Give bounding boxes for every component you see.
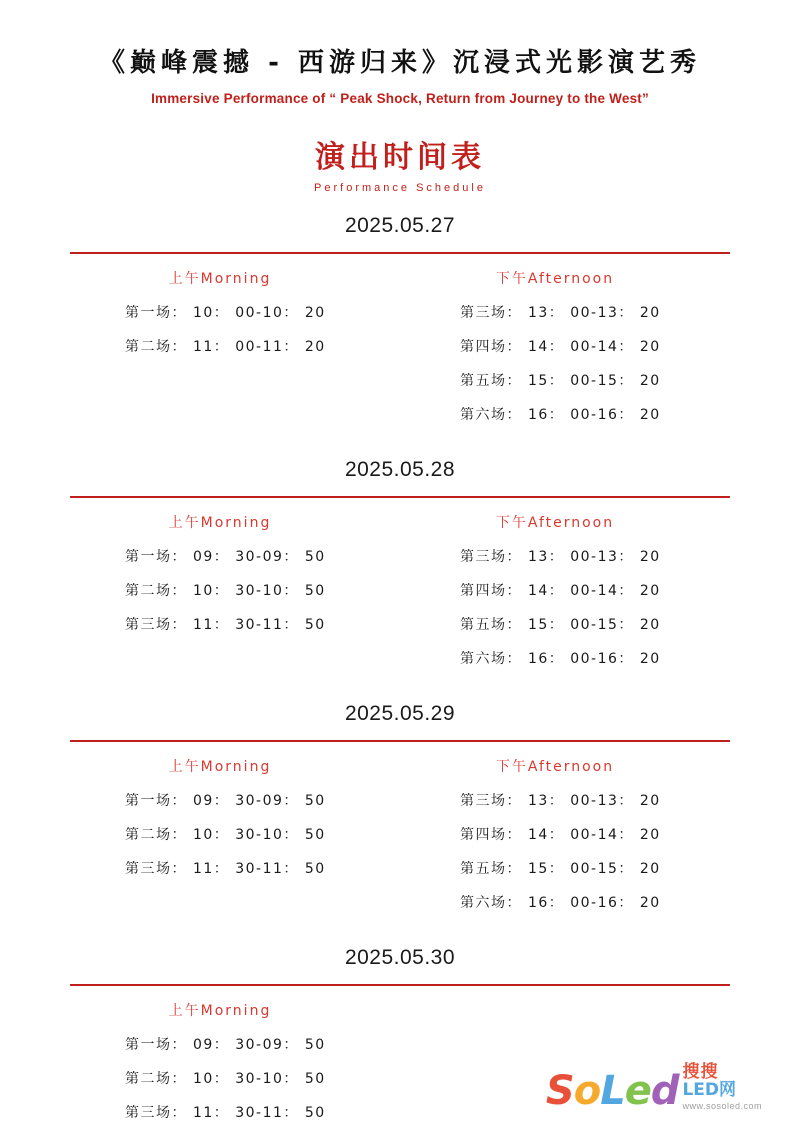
afternoon-header: 下午Afternoon — [495, 271, 615, 287]
session-item: 第一场： 09： 30-09： 50 — [125, 549, 326, 565]
session-item: 第三场： 13： 00-13： 20 — [460, 793, 661, 809]
morning-column — [70, 1000, 400, 1136]
session-item: 第二场： 10： 30-10： 50 — [125, 827, 326, 843]
day-date: 2025.05.27 — [344, 214, 456, 237]
day-columns — [70, 512, 730, 682]
watermark-letter-o: o — [573, 1068, 601, 1114]
page-title-en: Immersive Performance of “ Peak Shock, Return from Journey to the West” — [151, 91, 649, 106]
session-item: 第五场： 15： 00-15： 20 — [460, 617, 661, 633]
day-date: 2025.05.29 — [344, 702, 456, 725]
morning-header: 上午Morning — [168, 1003, 272, 1019]
day-date: 2025.05.30 — [344, 946, 456, 969]
watermark-letter-l: L — [600, 1068, 625, 1114]
afternoon-header: 下午Afternoon — [495, 515, 615, 531]
watermark-led: LED网 — [682, 1079, 737, 1100]
afternoon-header: 下午Afternoon — [495, 759, 615, 775]
morning-header: 上午Morning — [168, 515, 272, 531]
morning-column — [70, 512, 400, 682]
session-item: 第四场： 14： 00-14： 20 — [460, 339, 661, 355]
watermark-url: www.sosoled.com — [682, 1100, 762, 1111]
afternoon-column — [400, 512, 730, 682]
morning-column — [70, 268, 400, 438]
session-item: 第六场： 16： 00-16： 20 — [460, 651, 661, 667]
morning-column — [70, 756, 400, 926]
session-item: 第六场： 16： 00-16： 20 — [460, 895, 661, 911]
watermark — [545, 1061, 762, 1114]
morning-header: 上午Morning — [168, 271, 272, 287]
session-item: 第五场： 15： 00-15： 20 — [460, 373, 661, 389]
session-item: 第二场： 11： 00-11： 20 — [125, 339, 326, 355]
session-item: 第五场： 15： 00-15： 20 — [460, 861, 661, 877]
session-item: 第六场： 16： 00-16： 20 — [460, 407, 661, 423]
watermark-text-block — [682, 1061, 762, 1111]
day-date: 2025.05.28 — [344, 458, 456, 481]
watermark-letter-s: S — [545, 1068, 574, 1114]
watermark-letter-e: e — [624, 1068, 651, 1114]
schedule-heading-en: Performance Schedule — [314, 182, 486, 194]
day-divider — [70, 984, 730, 986]
session-item: 第四场： 14： 00-14： 20 — [460, 583, 661, 599]
session-item: 第一场： 09： 30-09： 50 — [125, 793, 326, 809]
session-item: 第三场： 11： 30-11： 50 — [125, 617, 326, 633]
day-block — [70, 702, 730, 926]
session-item: 第二场： 10： 30-10： 50 — [125, 583, 326, 599]
day-block — [70, 458, 730, 682]
day-divider — [70, 740, 730, 742]
watermark-brand — [545, 1068, 679, 1114]
days-container — [70, 214, 730, 1136]
schedule-heading-cn: 演出时间表 — [315, 140, 485, 175]
session-item: 第三场： 11： 30-11： 50 — [125, 861, 326, 877]
day-columns — [70, 756, 730, 926]
session-item: 第三场： 13： 00-13： 20 — [460, 549, 661, 565]
afternoon-column — [400, 756, 730, 926]
day-block — [70, 214, 730, 438]
day-columns — [70, 268, 730, 438]
session-item: 第一场： 10： 00-10： 20 — [125, 305, 326, 321]
watermark-letter-d: d — [650, 1068, 679, 1114]
session-item: 第三场： 13： 00-13： 20 — [460, 305, 661, 321]
session-item: 第三场： 11： 30-11： 50 — [125, 1105, 326, 1121]
watermark-cn: 搜搜 — [682, 1061, 719, 1082]
afternoon-column — [400, 268, 730, 438]
day-divider — [70, 252, 730, 254]
morning-header: 上午Morning — [168, 759, 272, 775]
session-item: 第四场： 14： 00-14： 20 — [460, 827, 661, 843]
session-item: 第二场： 10： 30-10： 50 — [125, 1071, 326, 1087]
session-item: 第一场： 09： 30-09： 50 — [125, 1037, 326, 1053]
day-divider — [70, 496, 730, 498]
page-title-cn: 《巅峰震撼 - 西游归来》沉浸式光影演艺秀 — [99, 48, 701, 78]
